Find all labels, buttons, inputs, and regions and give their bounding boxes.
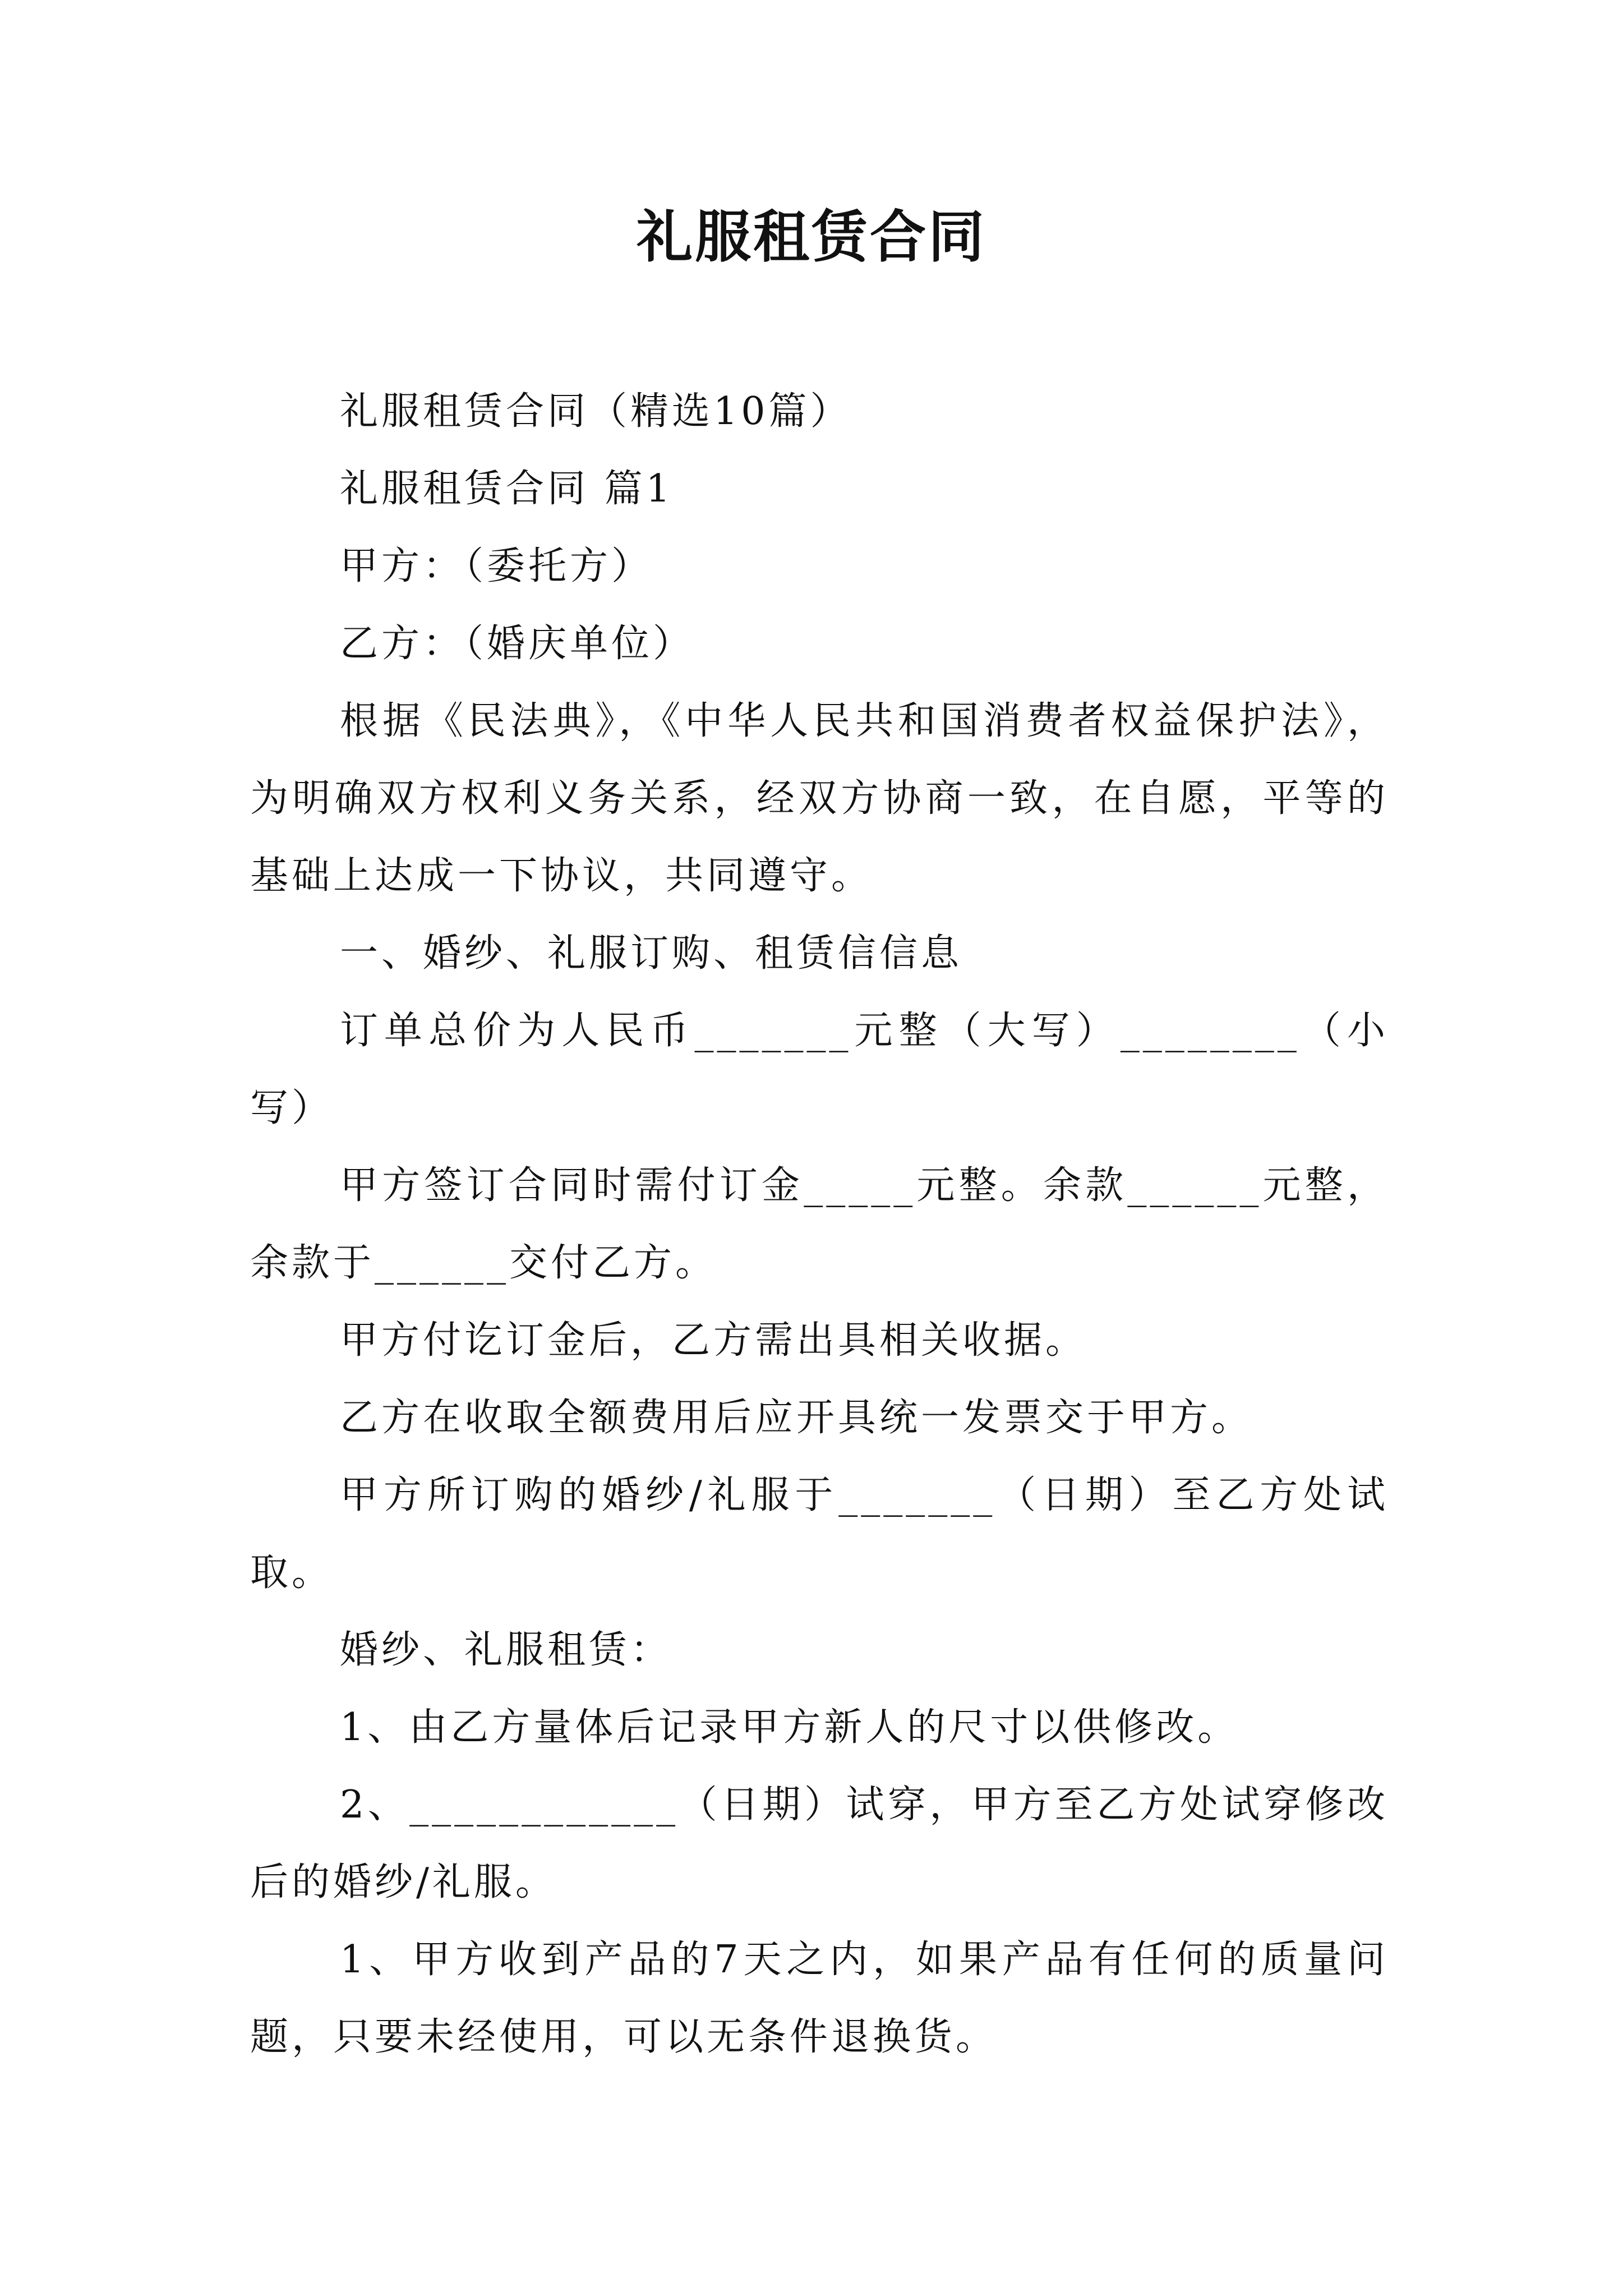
paragraph-measure: 1、由乙方量体后记录甲方新人的尺寸以供修改。 bbox=[340, 1705, 1239, 1750]
paragraph-party-a: 甲方：（委托方） bbox=[340, 544, 653, 588]
paragraph-try-on: 2、____________（日期）试穿，甲方至乙方处试穿修改后的婚纱/礼服。 bbox=[250, 1783, 1389, 1904]
paragraph-receipt: 甲方付讫订金后，乙方需出具相关收据。 bbox=[340, 1318, 1087, 1363]
paragraph-preamble: 根据《民法典》，《中华人民共和国消费者权益保护法》，为明确双方权利义务关系，经双方协商一致，在自愿，平等的基础上达成一下协议，共同遵守。 bbox=[250, 699, 1389, 898]
paragraph-section-heading: 礼服租赁合同 篇1 bbox=[340, 467, 674, 511]
paragraph-return-policy: 1、甲方收到产品的7天之内，如果产品有任何的质量问题，只要未经使用，可以无条件退换货。 bbox=[250, 1938, 1389, 2059]
paragraph-invoice: 乙方在收取全额费用后应开具统一发票交于甲方。 bbox=[340, 1396, 1253, 1440]
paragraph-deposit: 甲方签订合同时需付订金_____元整。余款______元整，余款于______交付乙方。 bbox=[250, 1163, 1389, 1285]
paragraph-party-b: 乙方：（婚庆单位） bbox=[340, 622, 695, 666]
paragraph-fitting-date: 甲方所订购的婚纱/礼服于_______（日期）至乙方处试取。 bbox=[250, 1473, 1389, 1595]
paragraph-total-price: 订单总价为人民币_______元整（大写）________（小写） bbox=[250, 1009, 1389, 1130]
paragraph-rental-heading: 婚纱、礼服租赁： bbox=[340, 1628, 672, 1672]
document-body bbox=[250, 373, 1389, 2076]
paragraph-subtitle: 礼服租赁合同（精选10篇） bbox=[340, 389, 852, 434]
document-title: 礼服租赁合同 bbox=[637, 204, 986, 270]
paragraph-clause-heading: 一、婚纱、礼服订购、租赁信信息 bbox=[340, 931, 963, 976]
